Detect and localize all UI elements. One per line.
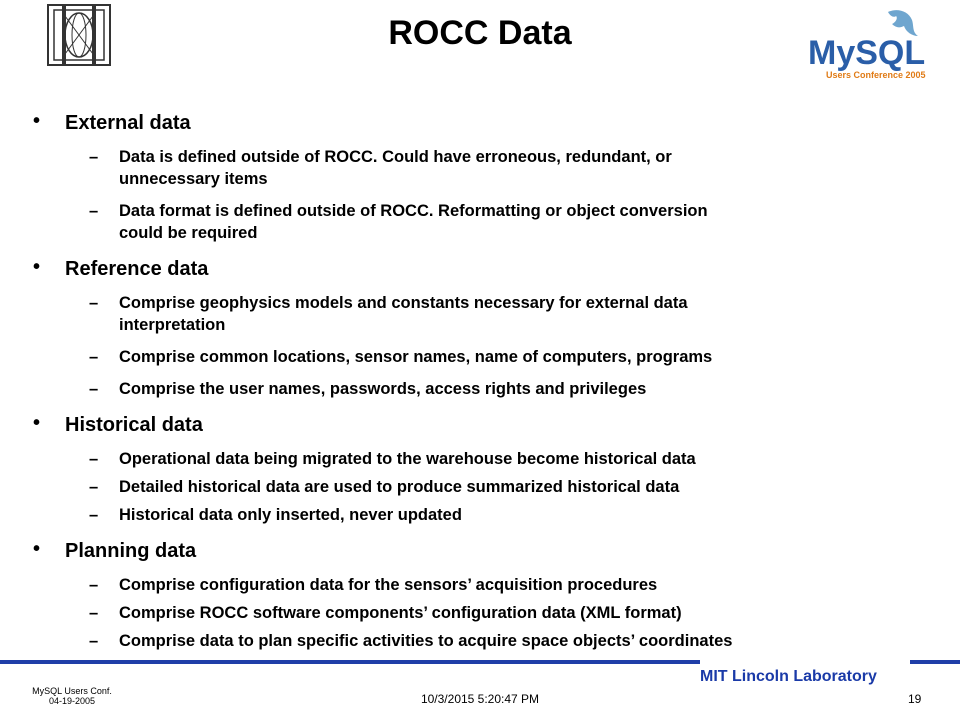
list-item: – Data format is defined outside of ROCC. Reformatting or object conversion could be required (89, 202, 708, 242)
dash-icon: – (89, 294, 99, 312)
list-item: – Comprise geophysics models and constants necessary for external data interpretation (89, 294, 688, 334)
dash-icon: – (89, 450, 99, 468)
footer-divider (0, 660, 700, 664)
dash-icon: – (89, 506, 99, 524)
section-heading: • Planning data (33, 538, 197, 562)
conference-label: MySQL Users Conf. 04-19-2005 (32, 686, 112, 706)
dash-icon: – (89, 604, 99, 622)
page-number: 19 (908, 692, 922, 706)
bullet-list (0, 112, 960, 652)
dash-icon: – (89, 348, 99, 366)
dash-icon: – (89, 148, 99, 166)
bullet-icon: • (33, 538, 41, 560)
dash-icon: – (89, 202, 99, 220)
list-item: – Historical data only inserted, never updated (89, 506, 462, 524)
list-item: – Comprise common locations, sensor names, name of computers, programs (89, 348, 713, 366)
list-item: – Data is defined outside of ROCC. Could have erroneous, redundant, or unnecessary items (89, 148, 672, 188)
bullet-icon: • (33, 256, 41, 278)
section-heading: • External data (33, 110, 191, 134)
list-item: – Operational data being migrated to the warehouse become historical data (89, 450, 696, 468)
mysql-conference-logo (800, 6, 950, 82)
dash-icon: – (89, 478, 99, 496)
section-heading: • Historical data (33, 412, 203, 436)
list-item: – Detailed historical data are used to produce summarized historical data (89, 478, 680, 496)
mysql-wordmark: MySQL (808, 34, 926, 72)
lab-name: MIT Lincoln Laboratory (700, 668, 877, 685)
list-item: – Comprise ROCC software components’ configuration data (XML format) (89, 604, 682, 622)
dolphin-icon (888, 10, 918, 36)
dash-icon: – (89, 576, 99, 594)
list-item: – Comprise the user names, passwords, access rights and privileges (89, 380, 647, 398)
mysql-tagline: Users Conference 2005 (826, 70, 926, 80)
bullet-icon: • (33, 412, 41, 434)
list-item: – Comprise configuration data for the sensors’ acquisition procedures (89, 576, 658, 594)
footer-divider (910, 660, 960, 664)
bullet-icon: • (33, 110, 41, 132)
slide-title: ROCC Data (388, 14, 572, 52)
dash-icon: – (89, 632, 99, 650)
slide-date: 10/3/2015 5:20:47 PM (420, 692, 540, 706)
section-heading: • Reference data (33, 256, 209, 280)
dash-icon: – (89, 380, 99, 398)
list-item: – Comprise data to plan specific activities to acquire space objects’ coordinates (89, 632, 733, 650)
